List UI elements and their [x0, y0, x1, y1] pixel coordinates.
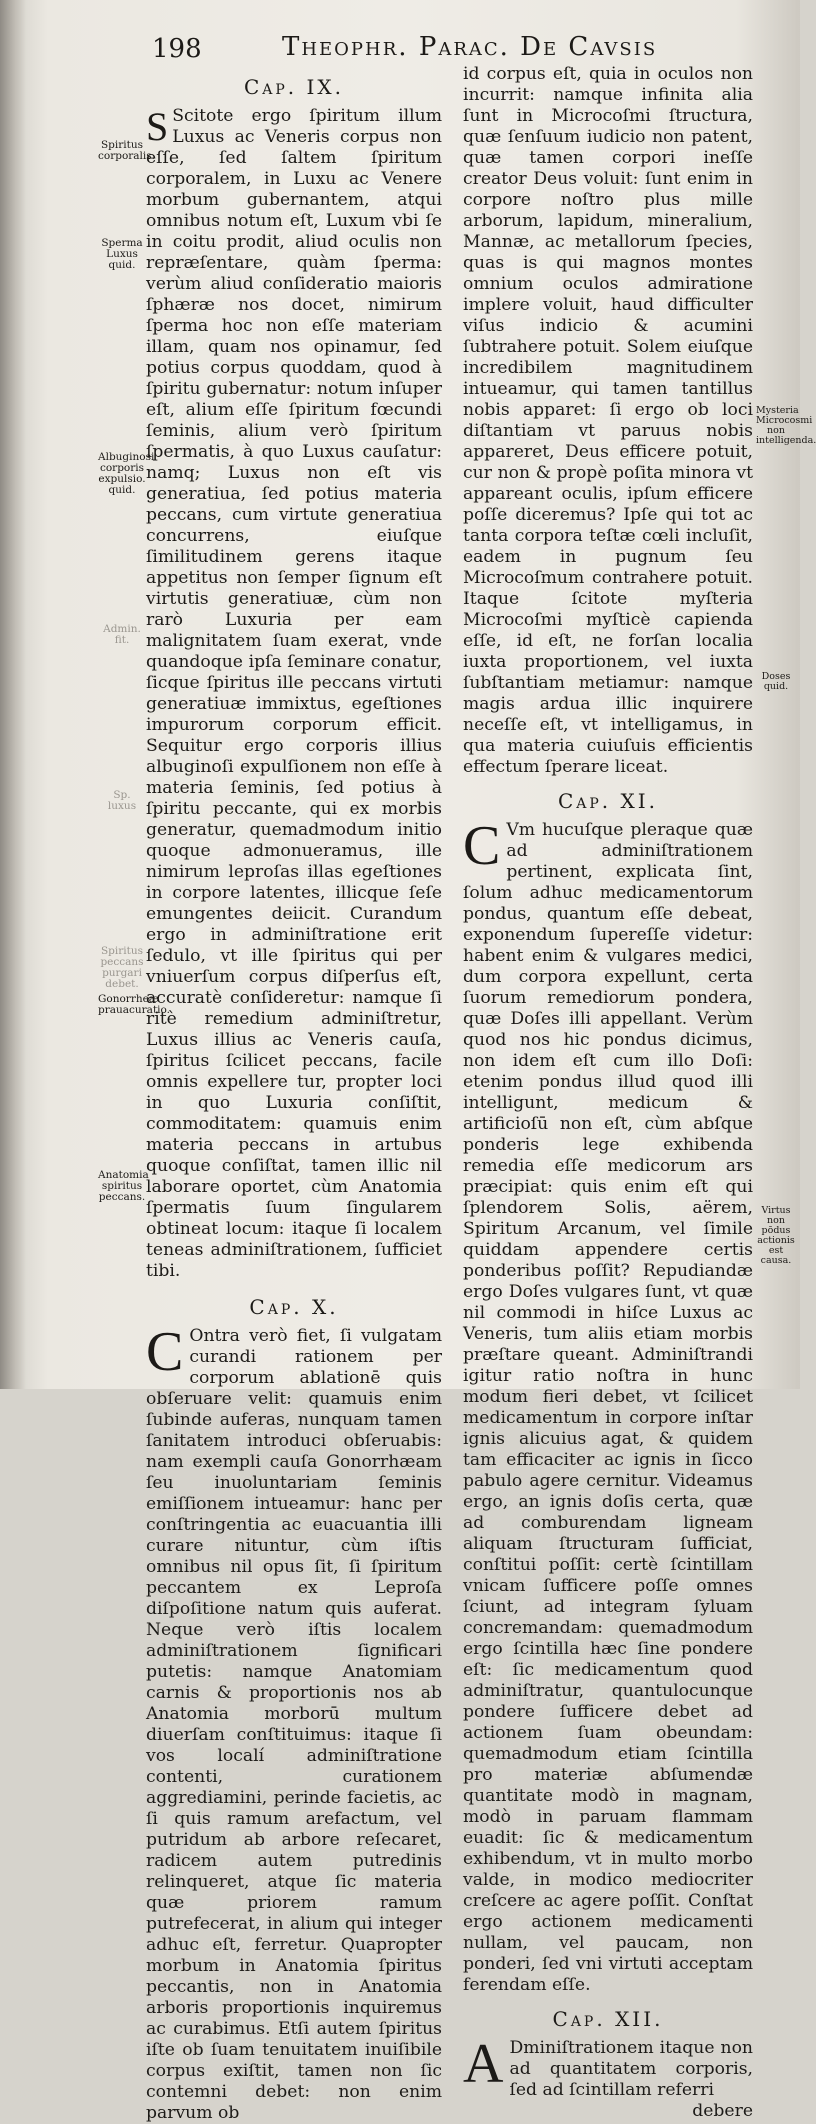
chapter-xi-body: Vm hucuſque pleraque quæ ad adminiſtrationem pertinent, explicata ſint, ſolum adhuc medicamentorum pondus, quantum eſſe debeat, exponendum ſupereſſe videtur: habent enim & vulgares medici, dum corpora expellunt, certa ſuorum remediorum pondera, quæ Doſes illi appellant. Verùm quod nos hic pondus dicimus, non idem eſt cum illo Doſi: etenim pondus illud quod illi intelligunt, medicum & artificioſū non eſt, cùm abſque ponderis lege exhibenda remedia eſſe medicorum ars præcipiat: quis enim eſt qui ſplendorem Solis, aërem, Spiritum Arcanum, vel ſimile quiddam appendere certis ponderibus poſſit? Repudiandæ ergo Doſes vulgares ſunt, vt quæ nil commodi in hiſce Luxus ac Veneris, tum aliis etiam morbis præſtare queant. Adminiſtrandi igitur ratio noſtra in hunc modum fieri debet, vt ſcilicet medicamentum in corpore inſtar ignis alicuius agat, & quidem tam efficaciter ac ignis in ſicco pabulo agere cernitur. Videamus ergo, an ignis doſis certa, quæ ad comburendam ligneam aliquam ſtructuram ſufficiat, conſtitui poſſit: certè ſcintillam vnicam ſufficere poſſe omnes ſciunt, ad integram ſyluam concremandam: quemadmodum ergo ſcintilla hæc ſine pondere eſt: ſic medicamentum quod adminiſtratur, quantulocunque pondere ſufficere debet ad actionem ſuam obeundam: quemadmodum etiam ſcintilla pro materiæ abſumendæ quantitate modò in magnam, modò in paruam flammam euadit: ſic & medicamentum exhibendum, vt in multo morbo valde, in modico mediocriter creſcere ac agere poſſit. Conſtat ergo actionem medicamenti nullam, vel paucam, non ponderi, ſed vni virtuti acceptam ferendam eſſe. — [463, 820, 753, 1995]
margin-note-sperma: Sperma Luxus quid. — [101, 237, 143, 271]
chapter-ix-heading: Cap. IX. — [243, 75, 345, 99]
right-column — [463, 64, 753, 2122]
binding-gutter — [0, 0, 26, 1389]
chapter-xii-body: Dminiſtrationem itaque non ad quantitatem corporis, ſed ad ſcintillam referri — [509, 2038, 753, 2100]
continued-text: id corpus eſt, quia in oculos non incurrit: namque infinita alia ſunt in Microcoſmi ſtructura, quæ ſenſuum iudicio non patent, quæ tamen corpori ineſſe creator Deus voluit: ſunt enim in corpore noſtro plus mille arborum, lapidum, mineralium, Mannæ, ac metallorum ſpecies, quas is qui magnos montes omnium oculos admiratione implere voluit, haud difficulter viſus indicio & acumini ſubtrahere potuit. Solem eiuſque incredibilem magnitudinem intueamur, qui tamen tantillus nobis apparet: ſi ergo ob loci diſtantiam vt paruus nobis appareret, Deus efficere potuit, cur non & propè poſita minora vt appareant oculis, ipſum efficere poſſe diceremus? Ipſe qui tot ac tanta corpora teſtæ cœli incluſit, eadem in pugnum ſeu Microcoſmum contrahere potuit. Itaque ſcitote myſteria Microcoſmi myſticè capienda eſſe, id eſt, ne forſan localia iuxta proportionem, vel iuxta ſubſtantiam metiamur: namque magis ardua illic inquirere neceſſe eſt, vt intelligamus, in qua materia cuiuſuis efficientis effectum ſperare liceat. — [463, 64, 753, 777]
left-column — [146, 75, 442, 2124]
margin-note-albuginosi: Albuginosi corporis expulsio. quid. — [98, 451, 155, 496]
margin-note-spiritus: Spiritus corporalis. — [98, 139, 155, 162]
margin-note-mysteria: Mysteria Microcosmi non intelligenda. — [756, 405, 816, 446]
margin-note-anatomia: Anatomia spiritus peccans. — [98, 1169, 149, 1203]
margin-note-doses: Doses quid. — [761, 671, 791, 692]
chapter-xii-heading: Cap. XII. — [552, 2007, 664, 2031]
margin-note-faint-luxus: Sp. luxus — [107, 789, 137, 812]
margin-note-faint-admin: Admin. fit. — [103, 623, 141, 646]
chapter-x-heading: Cap. X. — [249, 1295, 339, 1319]
chapter-xi-heading: Cap. XI. — [557, 789, 659, 813]
margin-note-faint-spiritus: Spiritus peccans purgari debet. — [100, 945, 144, 990]
running-head: Theophr. Parac. De Cavsis — [282, 32, 658, 62]
chapter-ix-initial: S — [146, 104, 169, 149]
page-number: 198 — [152, 34, 202, 64]
facing-page-bleed — [790, 900, 800, 980]
margin-note-gonorrhea: Gonorrheæ prauacuratio. — [98, 993, 170, 1016]
margin-note-virtus: Virtus non pōdus actionis est causa. — [757, 1205, 795, 1266]
chapter-ix-text — [146, 106, 442, 1282]
catchword: debere — [692, 2101, 753, 2121]
chapter-x-body: Ontra verò fiet, ſi vulgatam curandi rationem per corporum ablationē quis obſeruare velit: quamuis enim ſubinde auferas, nunquam tamen ſanitatem introduci obſeruabis: nam exempli cauſa Gonorrhæam ſeu inuoluntariam ſeminis emiſſionem intueamur: hanc per conſtringentia ac euacuantia illi curare nituntur, cùm iſtis omnibus nil opus ſit, ſi ſpiritum peccantem ex Leproſa diſpoſitione natum quis auferat. Neque verò iſtis localem adminiſtrationem ſignificari putetis: namque Anatomiam carnis & proportionis nos ab Anatomia morborū multum diuerſam conſtituimus: itaque ſi vos localí adminiſtratione contenti, curationem aggrediamini, perinde facietis, ac ſi quis ramum arefactum, vel putridum ab arbore reſecaret, radicem autem putredinis relinqueret, atque ſic materia quæ priorem ramum putrefecerat, in alium qui integer adhuc eſt, ferretur. Quapropter morbum in Anatomia ſpiritus peccantis, non in Anatomia arboris proportionis inquiremus ac curabimus. Etſi autem ſpiritus iſte ob ſuam tenuitatem inuiſibile corpus exiſtit, tamen non ſic contemni debet: non enim parvum ob — [146, 1326, 442, 2123]
chapter-xii-text — [463, 2033, 753, 2101]
chapter-xi-initial: C — [463, 815, 501, 877]
chapter-x-initial: C — [146, 1321, 184, 1383]
chapter-x-text — [146, 1321, 442, 2124]
chapter-xii-initial: A — [463, 2033, 504, 2095]
chapter-ix-body: Scitote ergo ſpiritum illum Luxus ac Veneris corpus non eſſe, ſed ſaltem ſpiritum corporalem, in Luxu ac Venere morbum gubernantem, atqui omnibus notum eſt, Luxum vbi ſe in coitu prodit, aliud oculis non repræſentare, quàm ſperma: verùm aliud conſideratio maioris ſphæræ nos docet, nimirum ſperma hoc non eſſe materiam illam, quam nos opinamur, ſed potius corpus quoddam, quod à ſpiritu gubernatur: notum inſuper eſt, alium eſſe ſpiritum fœcundi ſeminis, alium verò ſpiritum ſpermatis, à quo Luxus cauſatur: namq; Luxus non eſt vis generatiua, ſed potius materia peccans, cum virtute generatiua concurrens, eiuſque ſimilitudinem gerens itaque appetitus non ſemper ſignum eſt virtutis generatiuæ, cùm non rarò Luxuria per eam malignitatem ſuam exerat, vnde quandoque ipſa ſeminare conatur, ſicque ſpiritus ille peccans virtuti generatiuæ immixtus, egeſtiones impurorum corporum efficit. Sequitur ergo corporis illius albuginoſi expulſionem non eſſe à materia ſeminis, ſed potius à ſpiritu peccante, qui ex morbis generatur, quemadmodum initio quoque admonueramus, ille nimirum leproſas illas egeſtiones in corpore latentes, illicque ſeſe emungentes deiicit. Curandum ergo in adminiſtratione erit ſedulo, vt ille ſpiritus qui per vniuerſum corpus diſperſus eſt, accuratè conſideretur: namque ſi ritè remedium adminiſtretur, Luxus illius ac Veneris cauſa, ſpiritus ſcilicet peccans, facile omnis expellere tur, propter loci in quo Luxuria conſiſtit, commoditatem: quamuis enim materia peccans in artubus quoque conſiſtat, tamen illic nil laborare oportet, cùm Anatomia ſpermatis ſuum ſingularem obtineat locum: itaque ſi localem teneas adminiſtrationem, ſufficiet tibi. — [146, 106, 442, 1281]
chapter-xi-text — [463, 815, 753, 1996]
